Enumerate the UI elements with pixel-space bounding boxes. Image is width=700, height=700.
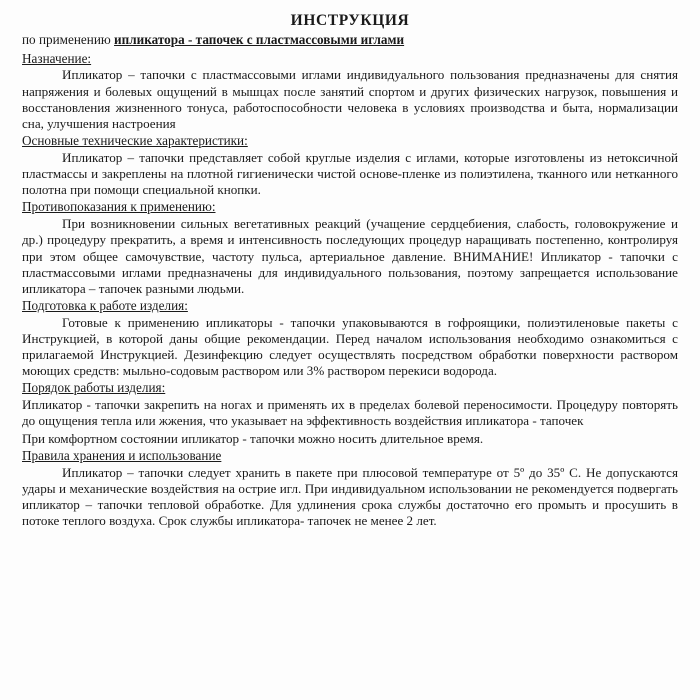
section-heading-naznachenie: Назначение: [22, 50, 92, 66]
section-paragraph: При комфортном состоянии ипликатор - тапочки можно носить длительное время. [22, 430, 484, 446]
section-paragraph: Ипликатор – тапочки с пластмассовыми иглами индивидуального пользования предназначены для снятия напряжения и болевых ощущений в мышцах после занятий спортом и других физических нагрузок, повышения и восстановления жизненного тонуса, работоспособности человека в условиях производства и быта, нормализации сна, улучшения настроения [22, 67, 678, 131]
section-paragraph: Ипликатор – тапочки следует хранить в пакете при плюсовой температуре от 5º до 35º С. Не допускаются удары и механические воздействия на острие игл. При индивидуальном использовании не рекомендуется подвергать ипликатор – тапочки тепловой обработке. Для удлинения срока службы достаточно его промыть и просушить в потоке теплого воздуха. Срок службы ипликатора- тапочек не менее 2 лет. [22, 464, 678, 529]
section-heading-harakteristiki: Основные технические характеристики: [22, 133, 248, 149]
section-heading-protivopokazaniya: Противопоказания к применению: [22, 199, 216, 215]
page-title: ИНСТРУКЦИЯ [290, 12, 410, 29]
section-paragraph: Ипликатор - тапочки закрепить на ногах и применять их в пределах болевой переносимости. Процедуру повторять до ощущения тепла или жжения, что указывает на эффективность воздействия ипликатора - тапочек [22, 397, 678, 429]
section-paragraph: Ипликатор – тапочки представляет собой круглые изделия с иглами, которые изготовлены из нетоксичной пластмассы и закреплены на плотной гигиенически чистой основе-пленке из полиэтилена, тканного или нетканного полотна при помощи специальной кнопки. [22, 149, 678, 198]
section-heading-pravila-hraneniya: Правила хранения и использование [22, 447, 222, 463]
section-paragraph: При возникновении сильных вегетативных реакций (учащение сердцебиения, слабость, головокружение и др.) процедуру прекратить, а время и интенсивность последующих процедур наращивать постепенно, контролируя при этом общее самочувствие, частоту пульса, артериальное давление. ВНИМАНИЕ! Ипликатор - тапочки с пластмассовыми иглами предназначены для индивидуального пользования, поэтому запрещается использование ипликатора – тапочек разными людьми. [22, 216, 678, 296]
section-heading-poryadok: Порядок работы изделия: [22, 380, 166, 396]
section-paragraph: Готовые к применению ипликаторы - тапочки упаковываются в гофроящики, полиэтиленовые пакеты с Инструкцией, в которой даны общие рекомендации. Перед началом использования необходимо ознакомиться с прилагаемой Инструкцией. Дезинфекцию следует осуществлять посредством обработки поверхности раствором моющих средств: мыльно-содовым раствором или 3% раствором перекиси водорода. [22, 314, 678, 379]
subtitle-underlined: ипликатора - тапочек с пластмассовыми иглами [114, 32, 405, 47]
subtitle-prefix: по применению [22, 32, 115, 47]
section-heading-podgotovka: Подготовка к работе изделия: [22, 297, 188, 313]
document-subtitle [22, 32, 678, 48]
